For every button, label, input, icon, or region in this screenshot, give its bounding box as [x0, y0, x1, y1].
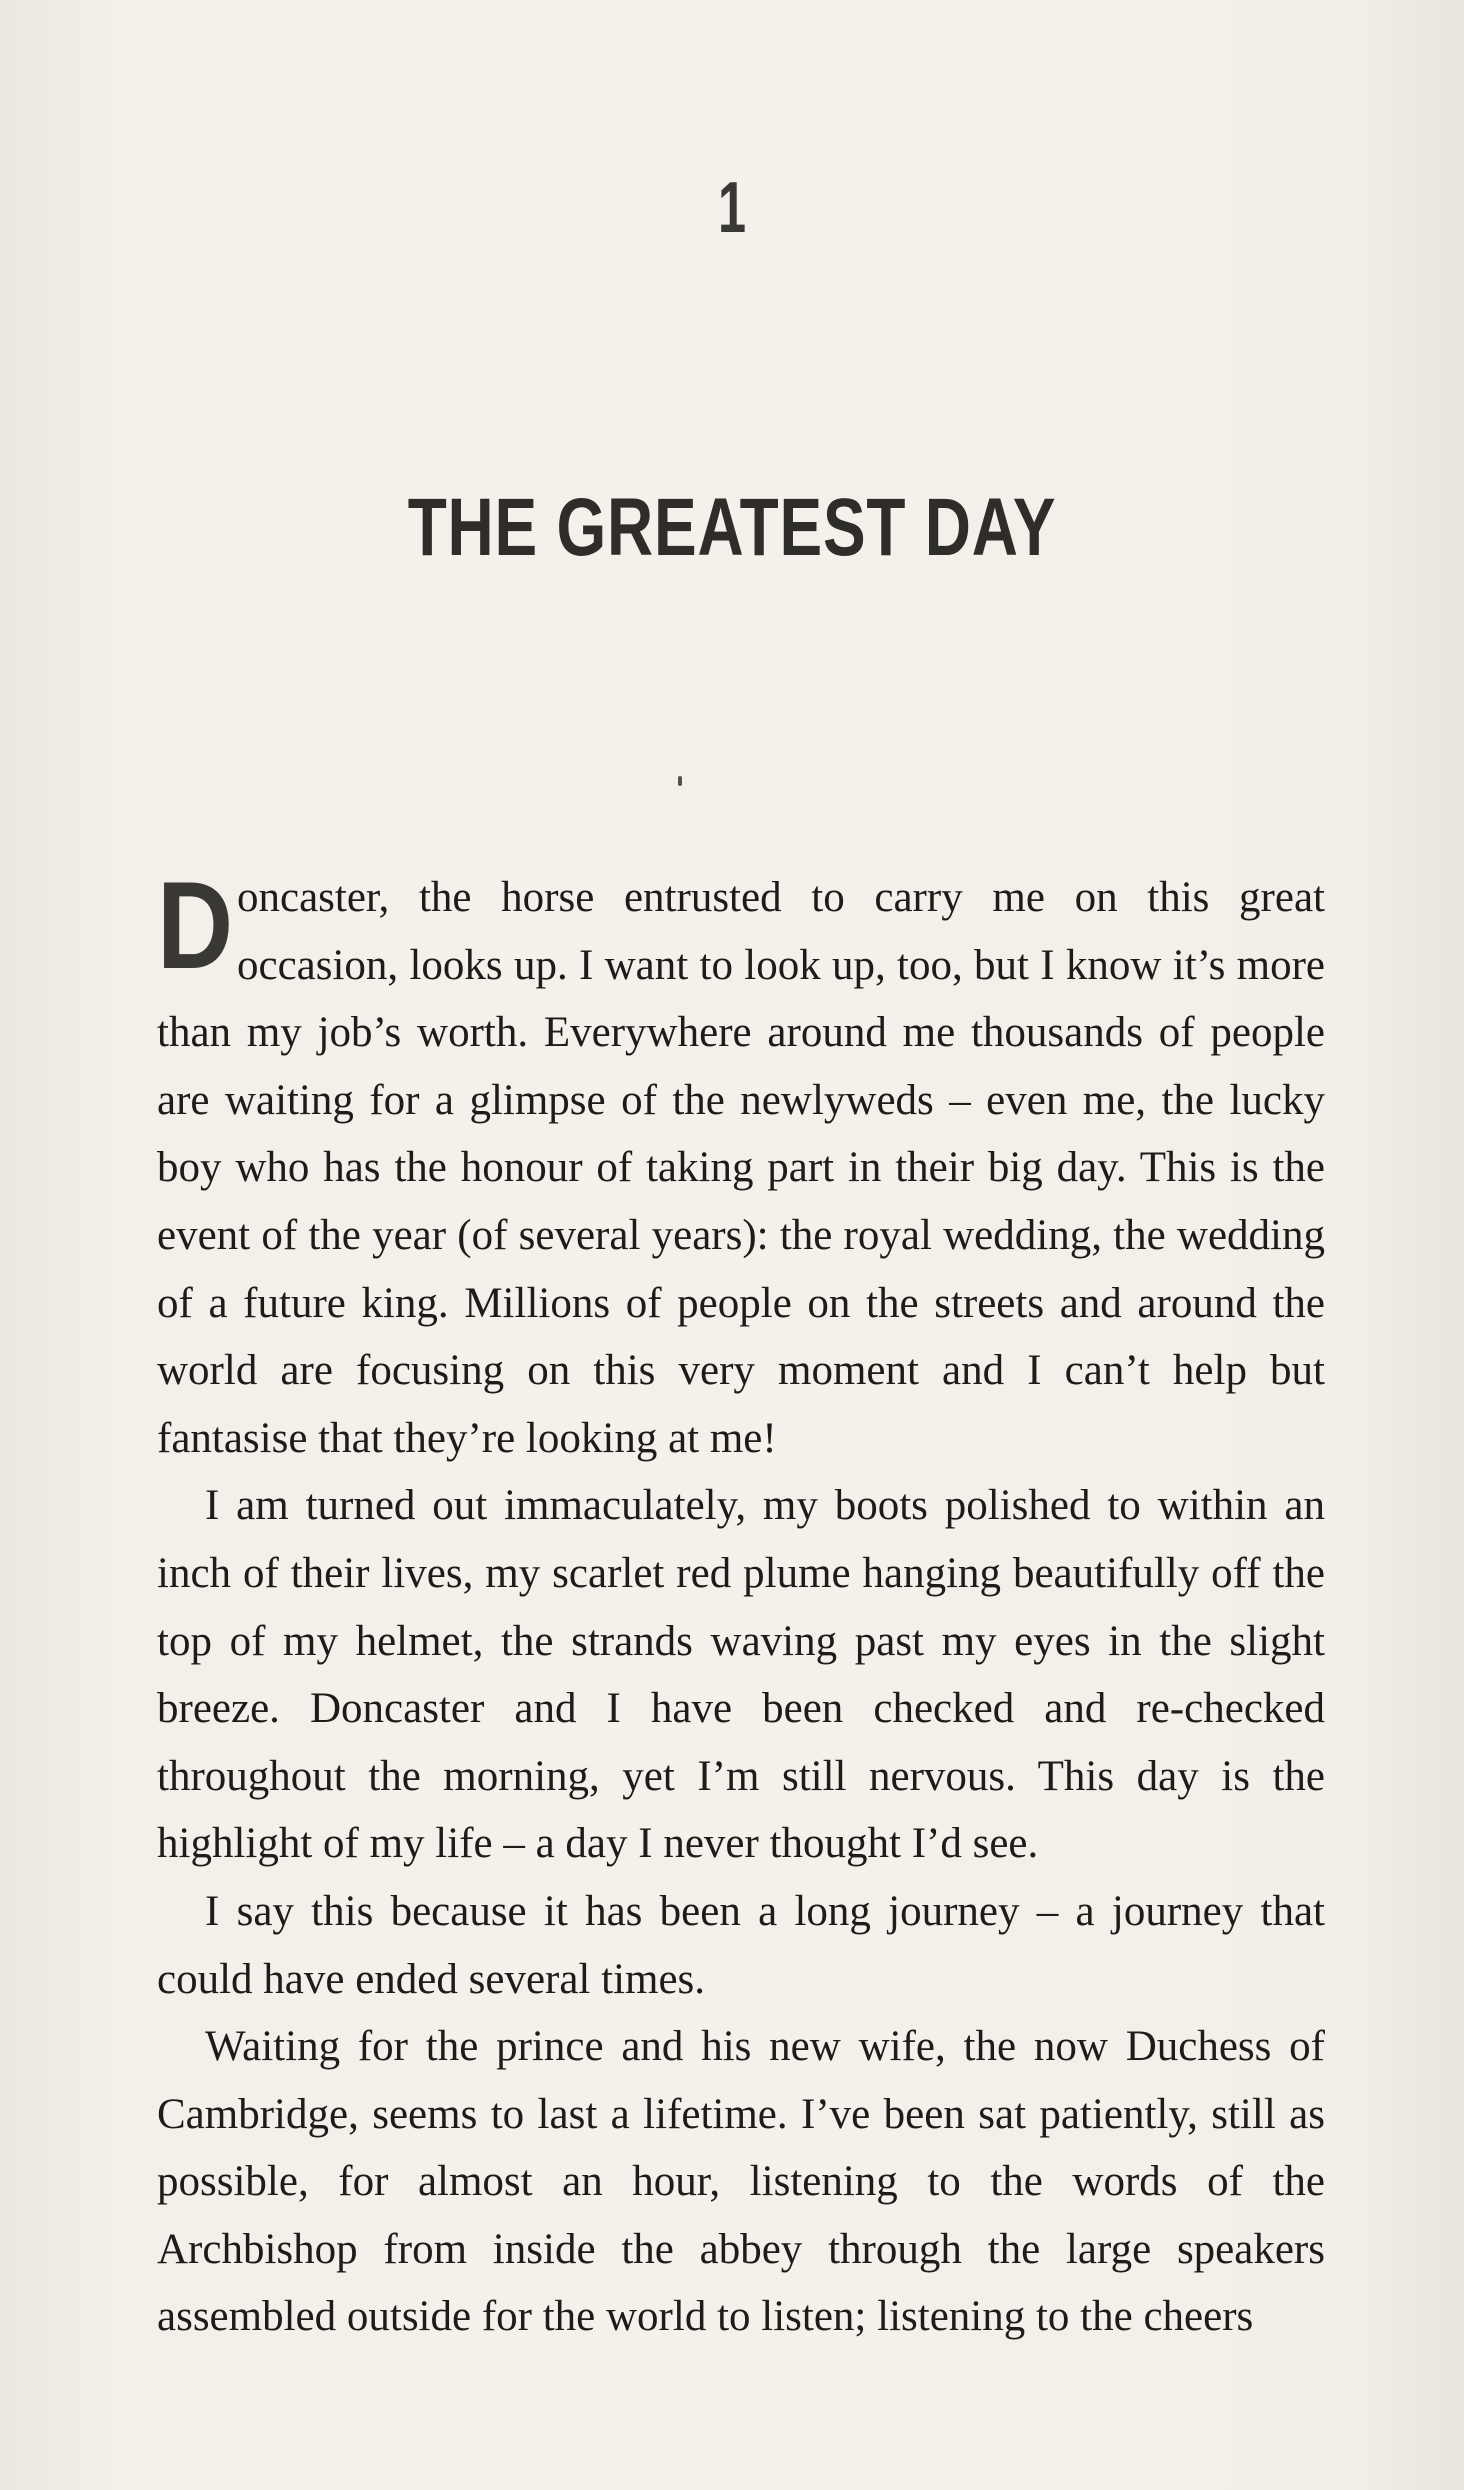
print-speck — [678, 776, 682, 786]
drop-cap: D — [157, 857, 234, 995]
paragraph-1 — [157, 857, 1325, 1472]
paragraph-3: I say this because it has been a long journey – a journey that could have ended several times. — [157, 1887, 1325, 2003]
paragraph-2: I am turned out immaculately, my boots polished to within an inch of their lives, my scarlet red plume hanging beautifully off the top of my helmet, the strands waving past my eyes in the slight breeze. Doncaster and I have been checked and re-checked throughout the morning, yet I’m still nervous. This day is the highlight of my life – a day I never thought I’d see. — [157, 1482, 1325, 1868]
chapter-number: 1 — [717, 168, 747, 248]
paragraph-4: Waiting for the prince and his new wife, the now Duchess of Cambridge, seems to last a lifetime. I’ve been sat patiently, still as possible, for almost an hour, listening to the words of the Archbishop from inside the abbey through the large speakers assembled outside for the world to listen; listening to the cheers — [157, 2023, 1325, 2341]
chapter-body — [157, 857, 1325, 2351]
chapter-title: THE GREATEST DAY — [407, 482, 1057, 573]
paragraph-1-text: oncaster, the horse entrusted to carry me on this great occasion, looks up. I want to look up, too, but I know it’s more than my job’s worth. Everywhere around me thousands of people are waiting for a glimpse of the newlyweds – even me, the lucky boy who has the honour of taking part in their big day. This is the event of the year (of several years): the royal wedding, the wedding of a future king. Millions of people on the streets and around the world are focusing on this very moment and I can’t help but fantasise that they’re looking at me! — [157, 874, 1325, 1462]
